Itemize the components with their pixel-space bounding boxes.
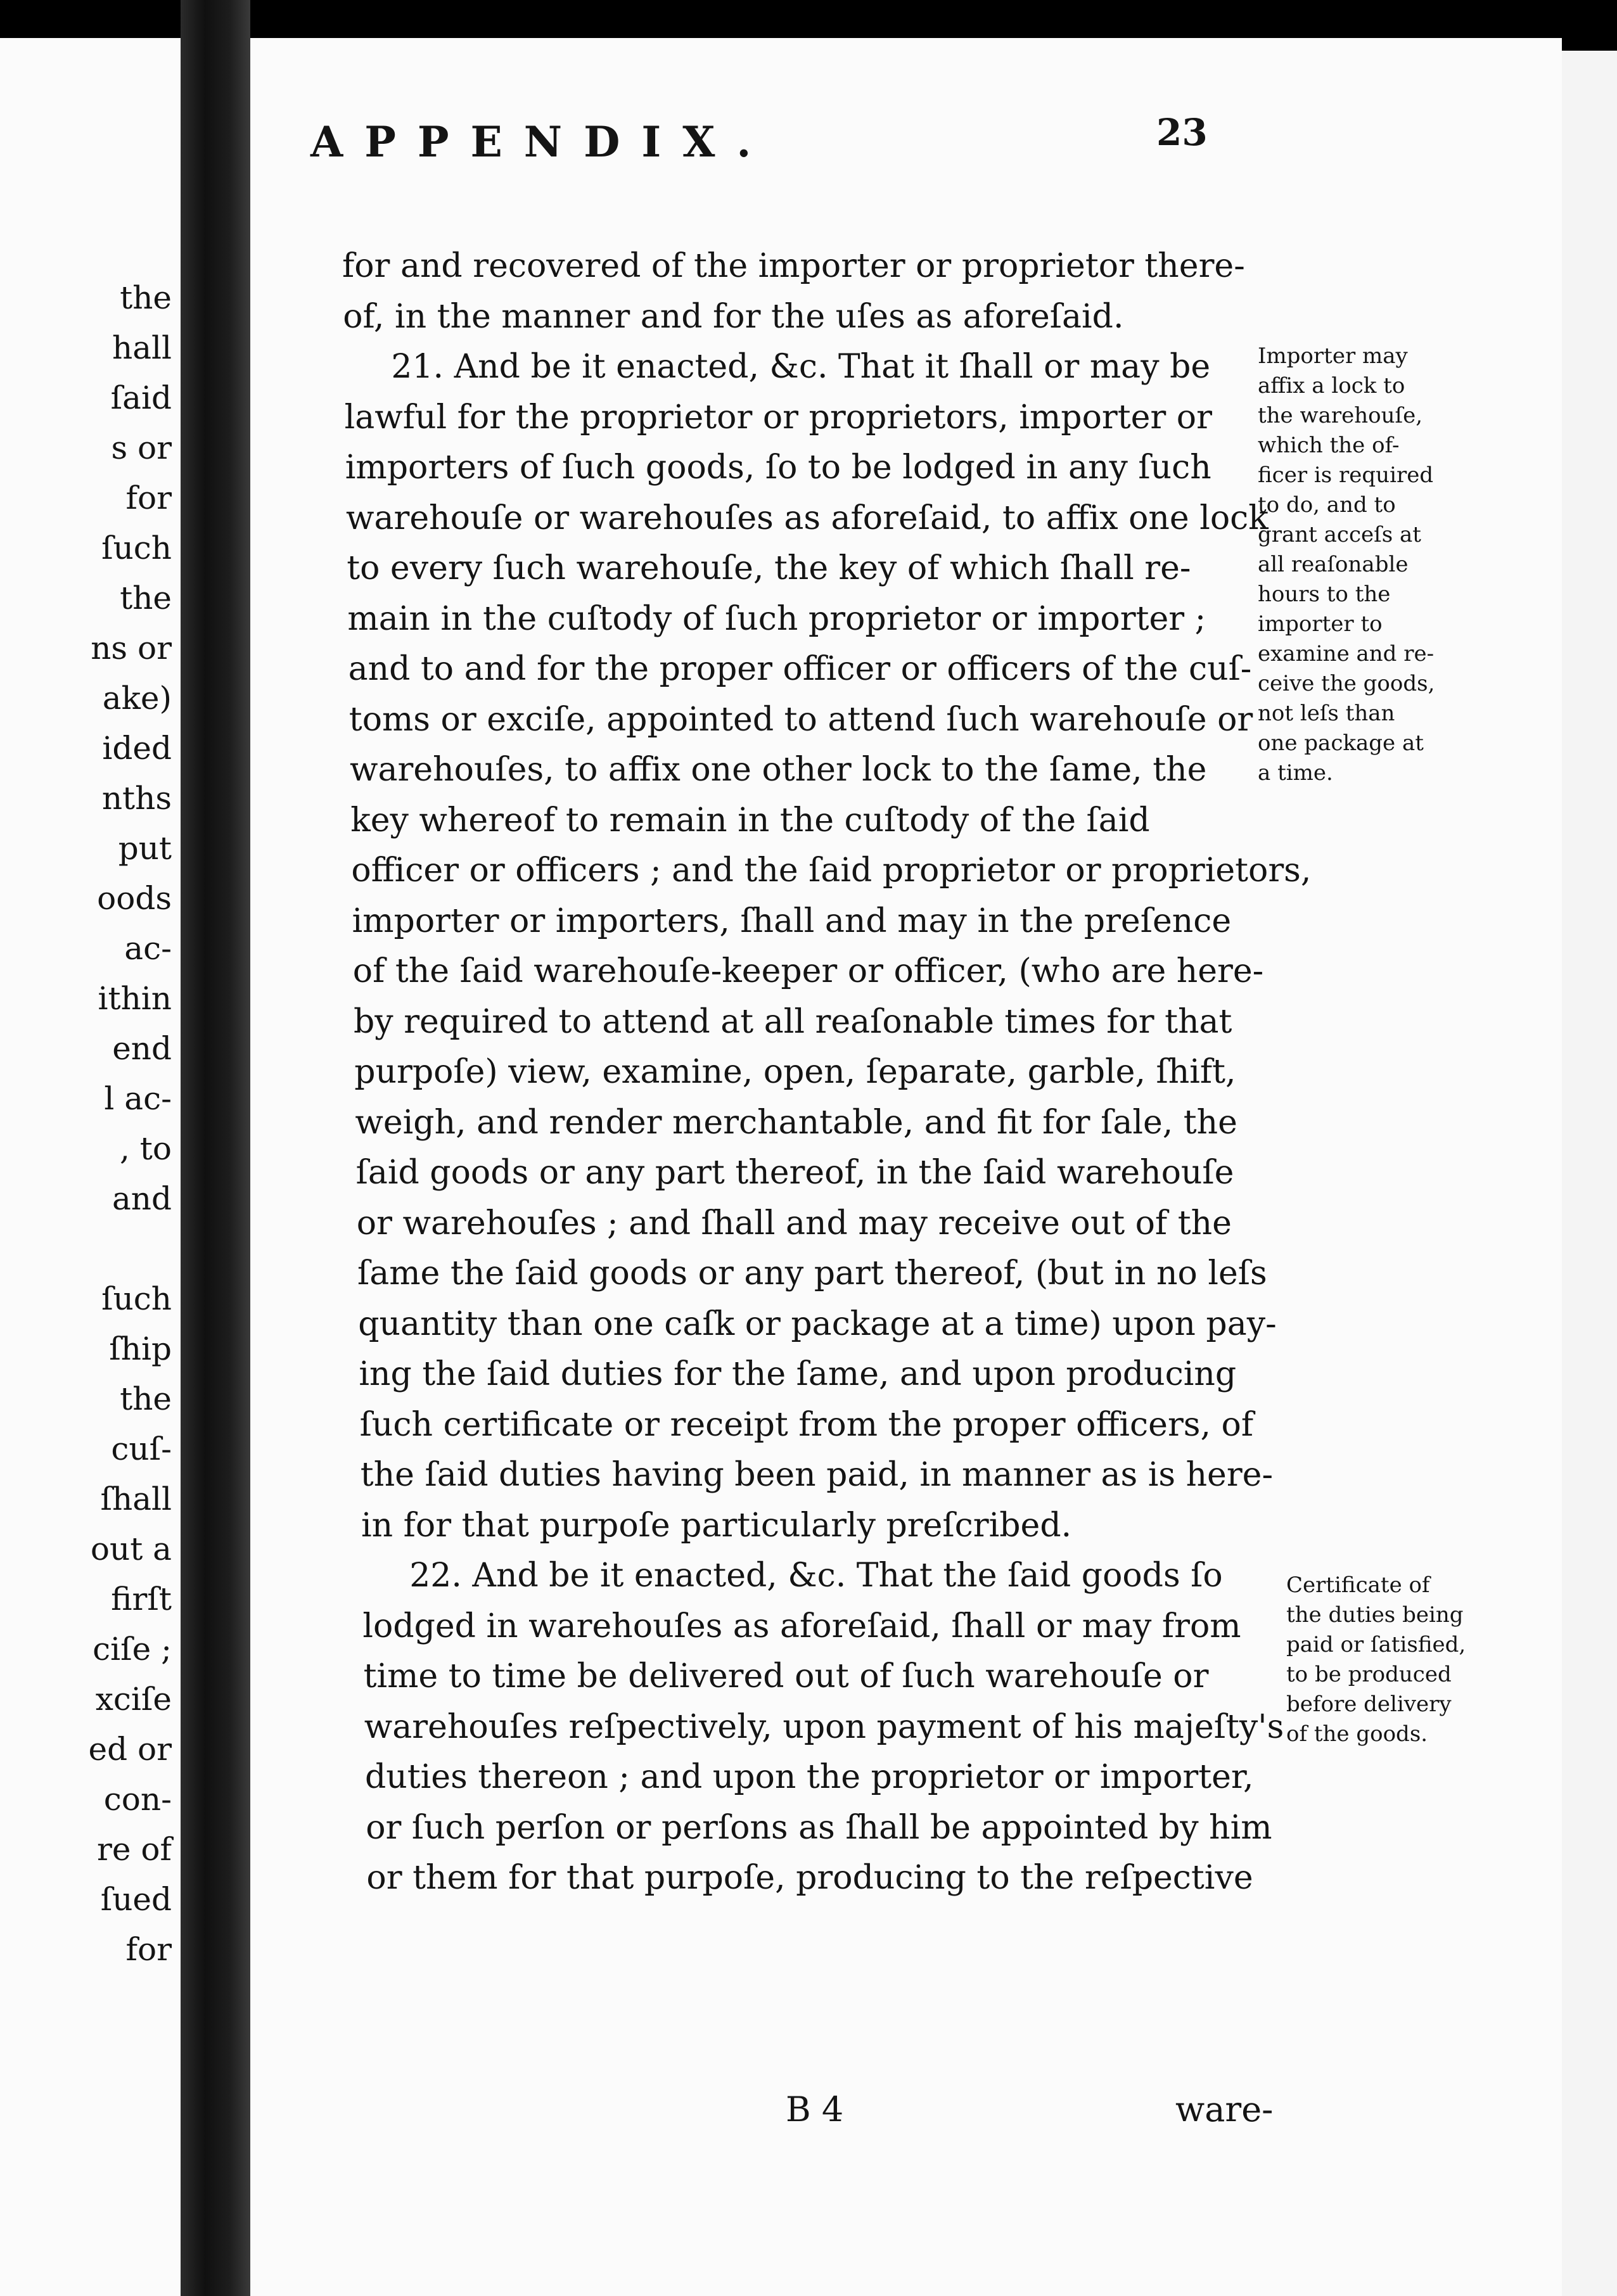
body-line: ſuch certificate or receipt from the proper officers, of [359, 1405, 1254, 1444]
left-fragment: ac- [124, 930, 172, 967]
body-line: duties thereon ; and upon the proprietor or importer, [365, 1758, 1254, 1796]
left-fragment: ided [102, 730, 172, 767]
margin-note-line: ficer is required [1258, 462, 1434, 488]
left-fragment: and [112, 1180, 172, 1217]
left-fragment: ſuch [101, 530, 172, 566]
margin-note-line: the warehouſe, [1258, 403, 1423, 428]
margin-note-line: Certificate of [1286, 1572, 1430, 1598]
left-fragment: xciſe [95, 1681, 172, 1718]
left-fragment: ſued [100, 1881, 172, 1918]
body-line: the ſaid duties having been paid, in manner as is here- [360, 1456, 1274, 1494]
margin-note-line: ceive the goods, [1258, 671, 1435, 696]
body-line: importer or importers, ſhall and may in the preſence [352, 902, 1232, 940]
body-line: warehouſes reſpectively, upon payment of his majeſty's [364, 1707, 1284, 1746]
body-line: 21. And be it enacted, &c. That it ſhall or may be [391, 348, 1211, 386]
margin-note-line: Importer may [1258, 343, 1408, 369]
margin-note-line: importer to [1258, 611, 1383, 637]
body-line: key whereof to remain in the cuſtody of the ſaid [350, 801, 1150, 839]
body-line: warehouſe or warehouſes as aforeſaid, to affix one lock [346, 499, 1269, 537]
left-fragment: ſaid [110, 379, 172, 416]
margin-note-line: grant acceſs at [1258, 522, 1421, 547]
left-fragment: put [118, 830, 172, 867]
body-line: for and recovered of the importer or proprietor there- [342, 247, 1245, 285]
body-line: and to and for the proper officer or officers of the cuſ- [348, 650, 1252, 688]
left-fragment: , to [120, 1130, 172, 1167]
body-line: to every ſuch warehouſe, the key of which ſhall re- [347, 549, 1191, 587]
body-line: of the ſaid warehouſe-keeper or officer, (who are here- [352, 952, 1264, 990]
page-number: 23 [1156, 111, 1208, 154]
catchword: ware- [1175, 2089, 1274, 2129]
body-line: ing the ſaid duties for the ſame, and upon producing [359, 1355, 1237, 1393]
body-line: time to time be delivered out of ſuch warehouſe or [363, 1657, 1209, 1695]
margin-note-line: of the goods. [1286, 1721, 1428, 1747]
margin-note-line: all reaſonable [1258, 552, 1409, 577]
body-line: quantity than one caſk or package at a time) upon pay- [358, 1304, 1277, 1343]
body-line: or ſuch perſon or perſons as ſhall be appointed by him [366, 1808, 1272, 1847]
left-fragment: hall [112, 329, 172, 366]
left-fragment: ciſe ; [93, 1631, 172, 1668]
left-page [0, 38, 181, 2296]
body-line: or them for that purpoſe, producing to the reſpective [366, 1859, 1253, 1897]
margin-note-line: before delivery [1286, 1692, 1452, 1717]
margin-note-line: which the of- [1258, 433, 1400, 458]
left-fragment: ithin [98, 980, 172, 1017]
left-fragment: the [120, 1381, 172, 1417]
left-fragment: con- [103, 1781, 172, 1818]
left-fragment: ed or [88, 1731, 172, 1768]
left-fragment: ſuch [101, 1280, 172, 1317]
body-line: officer or officers ; and the ſaid proprietor or proprietors, [351, 851, 1312, 890]
margin-note-line: to be produced [1286, 1662, 1452, 1687]
left-fragment: for [125, 480, 172, 516]
left-fragment: the [120, 580, 172, 616]
body-line: 22. And be it enacted, &c. That the ſaid goods ſo [409, 1557, 1223, 1595]
left-fragment: end [112, 1030, 172, 1067]
body-line: warehouſes, to affix one other lock to the ſame, the [350, 751, 1207, 789]
body-line: by required to attend at all reaſonable times for that [354, 1002, 1232, 1041]
body-line: toms or exciſe, appointed to attend ſuch warehouſe or [348, 700, 1253, 739]
left-fragment: l ac- [104, 1080, 172, 1117]
margin-note-line: the duties being [1286, 1602, 1464, 1628]
left-fragment: ſhip [109, 1330, 172, 1367]
margin-note-line: affix a lock to [1258, 373, 1405, 399]
running-header: APPENDIX. [310, 117, 773, 167]
body-line: ſaid goods or any part thereof, in the ſaid warehouſe [355, 1154, 1234, 1192]
left-fragment: s or [111, 430, 172, 466]
left-fragment: oods [97, 880, 172, 917]
left-fragment: ſhall [100, 1481, 172, 1517]
body-line: weigh, and render merchantable, and fit for ſale, the [355, 1103, 1237, 1142]
margin-note-line: a time. [1258, 760, 1333, 786]
body-line: of, in the manner and for the uſes as aforeſaid. [343, 297, 1124, 336]
body-line: ſame the ſaid goods or any part thereof, (but in no leſs [357, 1254, 1267, 1292]
body-line: main in the cuſtody of ſuch proprietor or importer ; [347, 599, 1206, 638]
left-fragment: re of [97, 1831, 172, 1868]
signature-mark: B 4 [786, 2089, 844, 2129]
body-line: purpoſe) view, examine, open, ſeparate, garble, ſhift, [354, 1053, 1236, 1091]
left-fragment: firſt [111, 1581, 172, 1617]
body-line: in for that purpoſe particularly preſcribed. [361, 1506, 1072, 1545]
left-fragment: cuſ- [111, 1431, 172, 1467]
left-fragment: the [120, 279, 172, 316]
book-gutter [181, 0, 250, 2296]
margin-note-line: examine and re- [1258, 641, 1435, 666]
left-fragment: for [125, 1931, 172, 1968]
left-fragment: ake) [102, 680, 172, 717]
margin-note-line: one package at [1258, 730, 1424, 756]
margin-note-line: hours to the [1258, 582, 1391, 607]
left-fragment: out a [90, 1531, 172, 1567]
body-line: lodged in warehouſes as aforeſaid, ſhall or may from [362, 1607, 1241, 1645]
left-fragment: ns or [91, 630, 172, 666]
page-edge [1562, 51, 1617, 2296]
left-fragment: nths [101, 780, 172, 817]
body-line: or warehouſes ; and ſhall and may receive out of the [356, 1204, 1232, 1242]
body-line: lawful for the proprietor or proprietors, importer or [344, 398, 1212, 437]
margin-note-line: paid or ſatisfied, [1286, 1632, 1466, 1657]
body-line: importers of ſuch goods, ſo to be lodged in any ſuch [345, 449, 1211, 487]
margin-note-line: to do, and to [1258, 492, 1396, 518]
margin-note-line: not leſs than [1258, 701, 1395, 726]
